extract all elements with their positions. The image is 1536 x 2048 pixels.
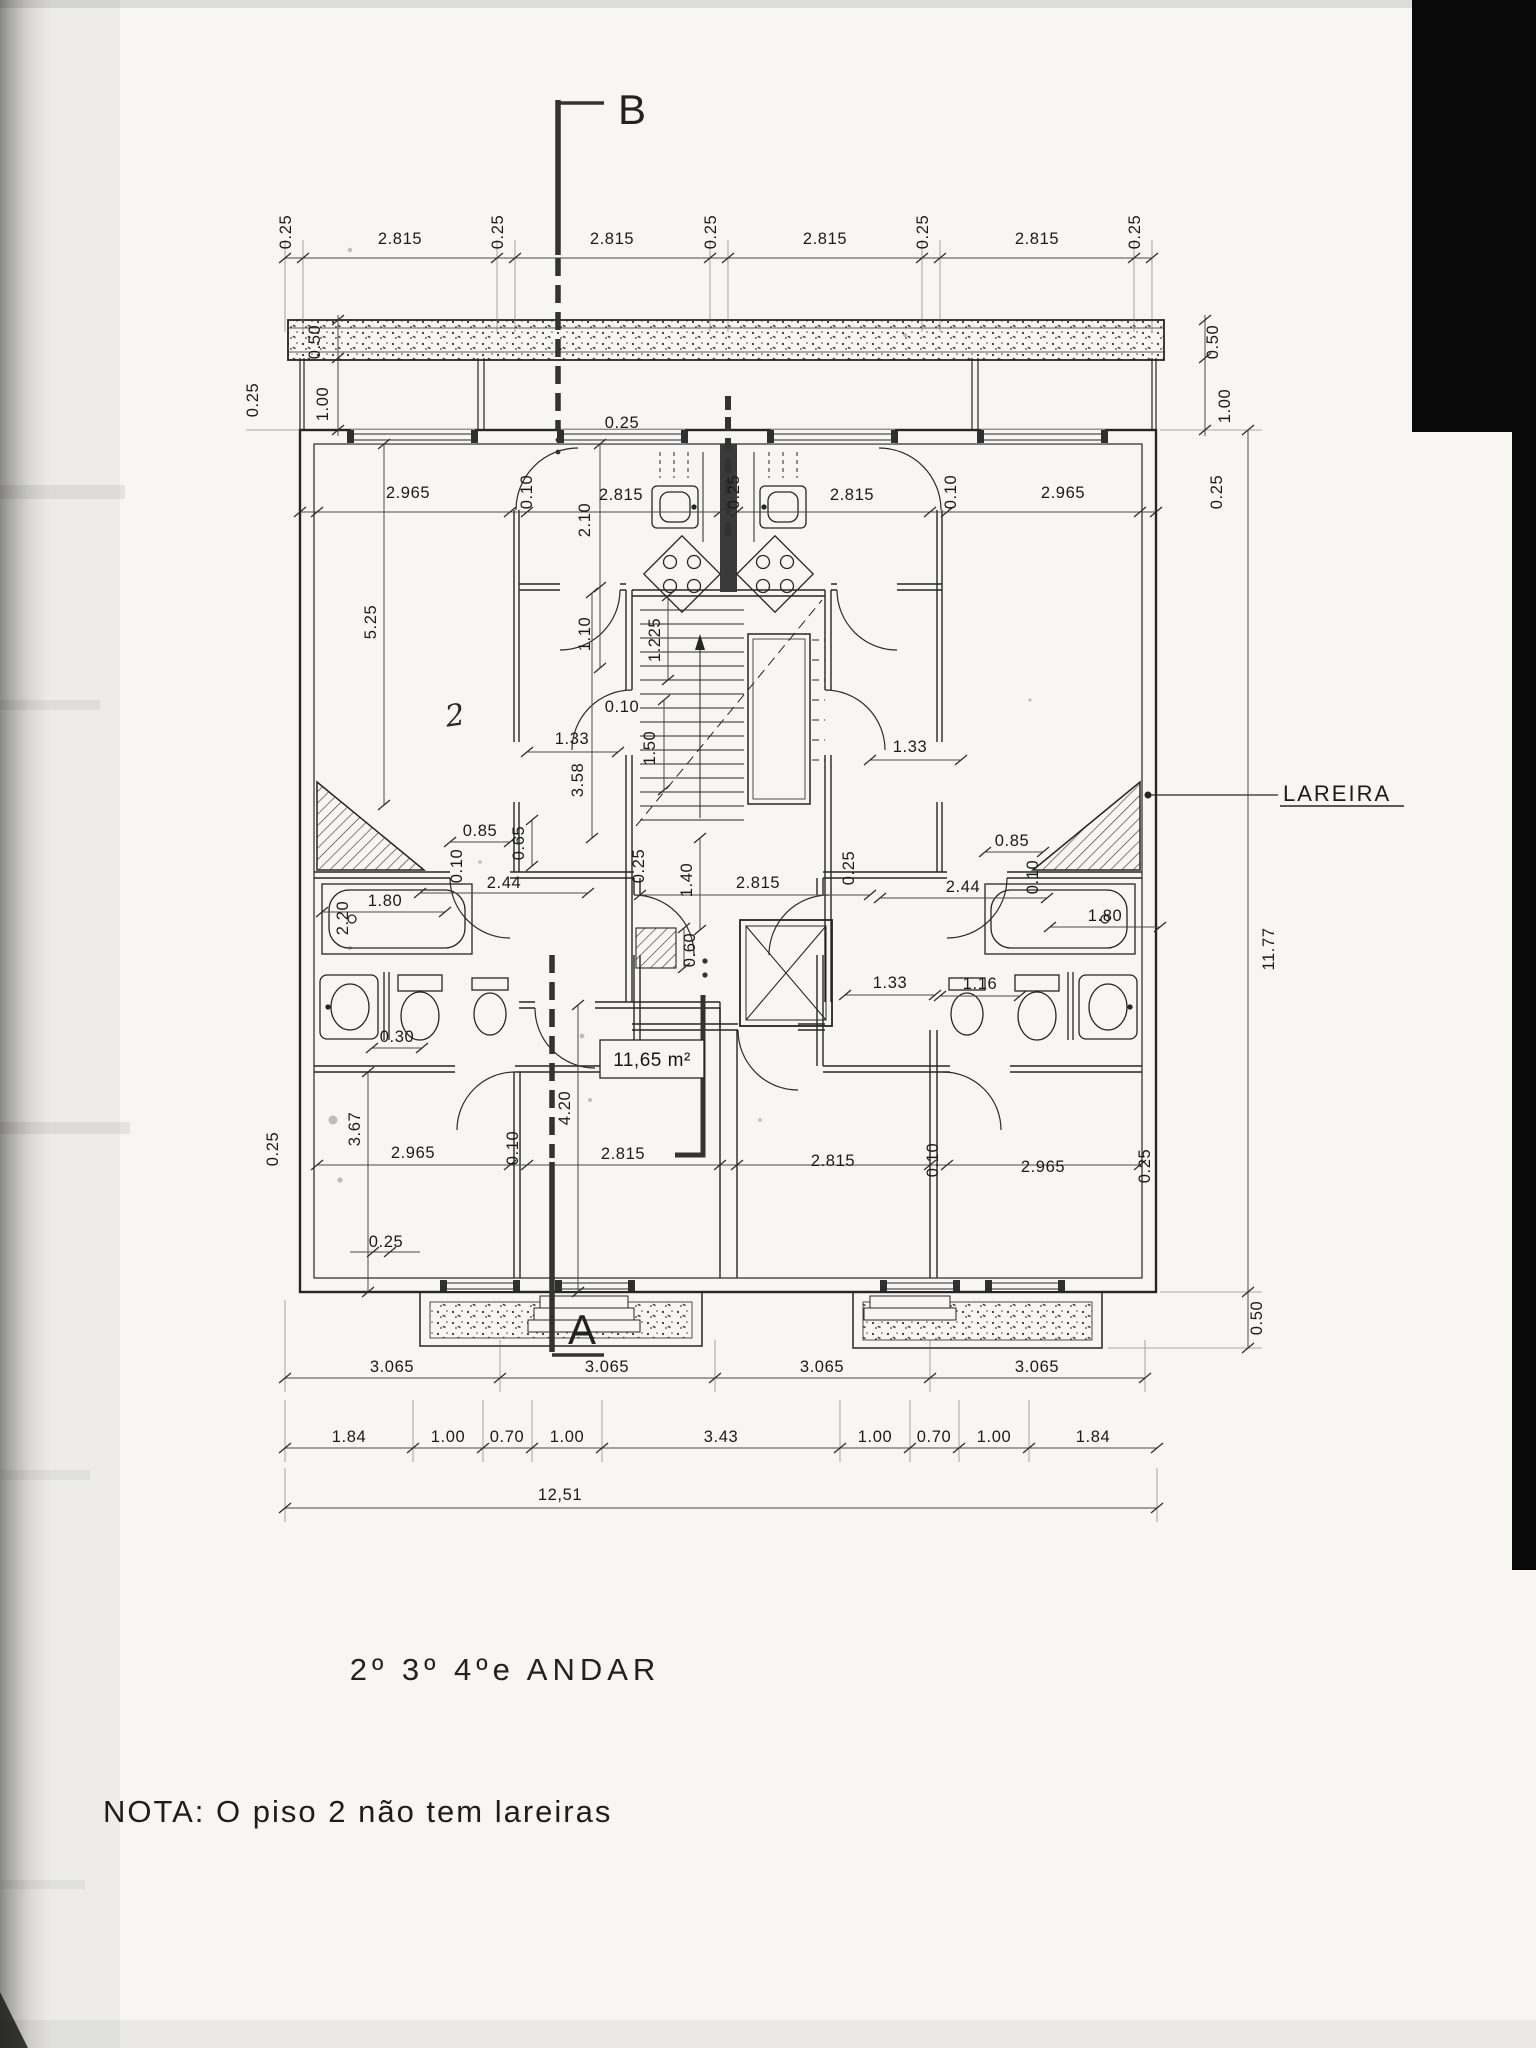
- dimension-label: 0.60: [681, 932, 699, 968]
- dimension-label: 0.25: [725, 474, 743, 510]
- dimension-label: 1.33: [554, 730, 590, 748]
- dimension-label: 0.65: [510, 825, 528, 861]
- dimension-label: 2.10: [576, 502, 594, 538]
- dimension-label: 2.44: [945, 878, 981, 896]
- dimension-label: 0.25: [244, 382, 262, 418]
- dimension-label: 2.815: [1014, 230, 1060, 248]
- plan-note: NOTA: O piso 2 não tem lareiras: [103, 1794, 613, 1829]
- dimension-label: 3.58: [569, 762, 587, 798]
- dimension-label: 0.50: [1248, 1300, 1266, 1336]
- dimension-label: 3.065: [369, 1358, 415, 1376]
- dimension-label: 0.10: [448, 848, 466, 884]
- dimension-label: 1.225: [646, 617, 664, 663]
- dimension-label: 1.10: [576, 616, 594, 652]
- dimension-label: 1.50: [641, 730, 659, 766]
- stove-right-icon: [737, 536, 813, 612]
- dimension-label: 2.815: [735, 874, 781, 892]
- dimension-label: 2.20: [334, 900, 352, 936]
- fireplace-right: [1033, 782, 1140, 870]
- dimension-label: 0.85: [994, 832, 1030, 850]
- sink-left-icon: [652, 486, 698, 528]
- dimension-label: 3.43: [703, 1428, 739, 1446]
- dimension-label: 0.70: [489, 1428, 525, 1446]
- dimension-label: 0.10: [604, 698, 640, 716]
- dimension-label: 0.25: [368, 1233, 404, 1251]
- dimension-label: 1.00: [314, 386, 332, 422]
- dimension-label: 0.25: [264, 1131, 282, 1167]
- section-line-b: [556, 100, 604, 454]
- dimension-label: 1.84: [331, 1428, 367, 1446]
- dimension-label: 11.77: [1260, 927, 1278, 971]
- dimension-label: 0.30: [379, 1028, 415, 1046]
- dimension-label: 3.065: [799, 1358, 845, 1376]
- dimension-label: 1.33: [872, 974, 908, 992]
- area-label: 11,65 m²: [613, 1050, 691, 1071]
- stove-left-icon: [644, 536, 720, 612]
- dimension-label: 0.50: [1204, 324, 1222, 360]
- toilet-right: [1015, 975, 1059, 1040]
- handwritten-mark: 2: [443, 697, 467, 735]
- dimension-label: 4.20: [556, 1090, 574, 1126]
- dimension-label: 1.33: [892, 738, 928, 756]
- dimension-label: 2.965: [1020, 1158, 1066, 1176]
- dimension-label: 0.10: [924, 1142, 942, 1178]
- dimension-label: 1.84: [1075, 1428, 1111, 1446]
- dimension-label: 0.25: [1126, 214, 1144, 250]
- dimension-label: 1.16: [962, 975, 998, 993]
- plan-title: 2º 3º 4ºe ANDAR: [349, 1652, 661, 1687]
- dimension-label: 2.815: [598, 486, 644, 504]
- elevator-shaft: [740, 920, 832, 1026]
- dimension-label: 1.80: [1087, 907, 1123, 925]
- dimension-label: 2.965: [390, 1144, 436, 1162]
- dimension-label: 5.25: [362, 604, 380, 640]
- dimension-label: 0.85: [462, 822, 498, 840]
- dimension-label: 0.50: [306, 324, 324, 360]
- dimension-label: 2.44: [486, 874, 522, 892]
- fireplace-left: [317, 782, 424, 870]
- section-marker-b-label: B: [618, 86, 647, 133]
- dimension-label: 2.815: [829, 486, 875, 504]
- dimension-label: 0.25: [277, 214, 295, 250]
- washbasin-right: [1079, 975, 1137, 1039]
- dimension-label: 2.815: [600, 1145, 646, 1163]
- dimension-label: 2.965: [1040, 484, 1086, 502]
- service-duct: [636, 928, 676, 968]
- dimension-label: 2.815: [377, 230, 423, 248]
- dimension-label: 2.815: [589, 230, 635, 248]
- dimension-label: 1.00: [430, 1428, 466, 1446]
- dimension-label: 0.25: [630, 848, 648, 884]
- sink-right-icon: [760, 486, 806, 528]
- dimension-label: 2.815: [810, 1152, 856, 1170]
- dimension-label: 2.965: [385, 484, 431, 502]
- dimension-label: 0.10: [1024, 859, 1042, 895]
- dimension-label: 2.815: [802, 230, 848, 248]
- dimension-label: 3.065: [584, 1358, 630, 1376]
- dimension-label: 0.25: [1136, 1148, 1154, 1184]
- dimension-label: 0.10: [942, 474, 960, 510]
- washbasin-left: [320, 975, 378, 1039]
- bidet-left: [472, 978, 508, 1035]
- dimension-label: 0.10: [518, 474, 536, 510]
- dimension-label: 0.25: [702, 214, 720, 250]
- dimension-label: 0.25: [1208, 474, 1226, 510]
- dimension-label: 3.065: [1014, 1358, 1060, 1376]
- dimension-label: 0.25: [840, 850, 858, 886]
- dimension-label: 1.80: [367, 892, 403, 910]
- interior-walls: [314, 444, 1142, 1278]
- dimension-label: 0.70: [916, 1428, 952, 1446]
- dimension-label: 0.25: [604, 414, 640, 432]
- dimension-label: 3.67: [346, 1111, 364, 1147]
- section-marker-a-label: A: [568, 1306, 597, 1353]
- dimension-label: 0.25: [914, 214, 932, 250]
- dimension-label: 1.00: [857, 1428, 893, 1446]
- dimension-label: 12,51: [537, 1486, 583, 1504]
- top-balcony-parapet: [288, 320, 1164, 430]
- dimension-label: 1.00: [976, 1428, 1012, 1446]
- dimension-label: 0.10: [504, 1130, 522, 1166]
- dimension-label: 1.00: [1216, 388, 1234, 424]
- lareira-label: LAREIRA: [1283, 781, 1392, 806]
- dimension-label: 1.00: [549, 1428, 585, 1446]
- dimension-label: 0.25: [489, 214, 507, 250]
- dimension-label: 1.40: [678, 862, 696, 898]
- bottom-balconies: [420, 1279, 1102, 1348]
